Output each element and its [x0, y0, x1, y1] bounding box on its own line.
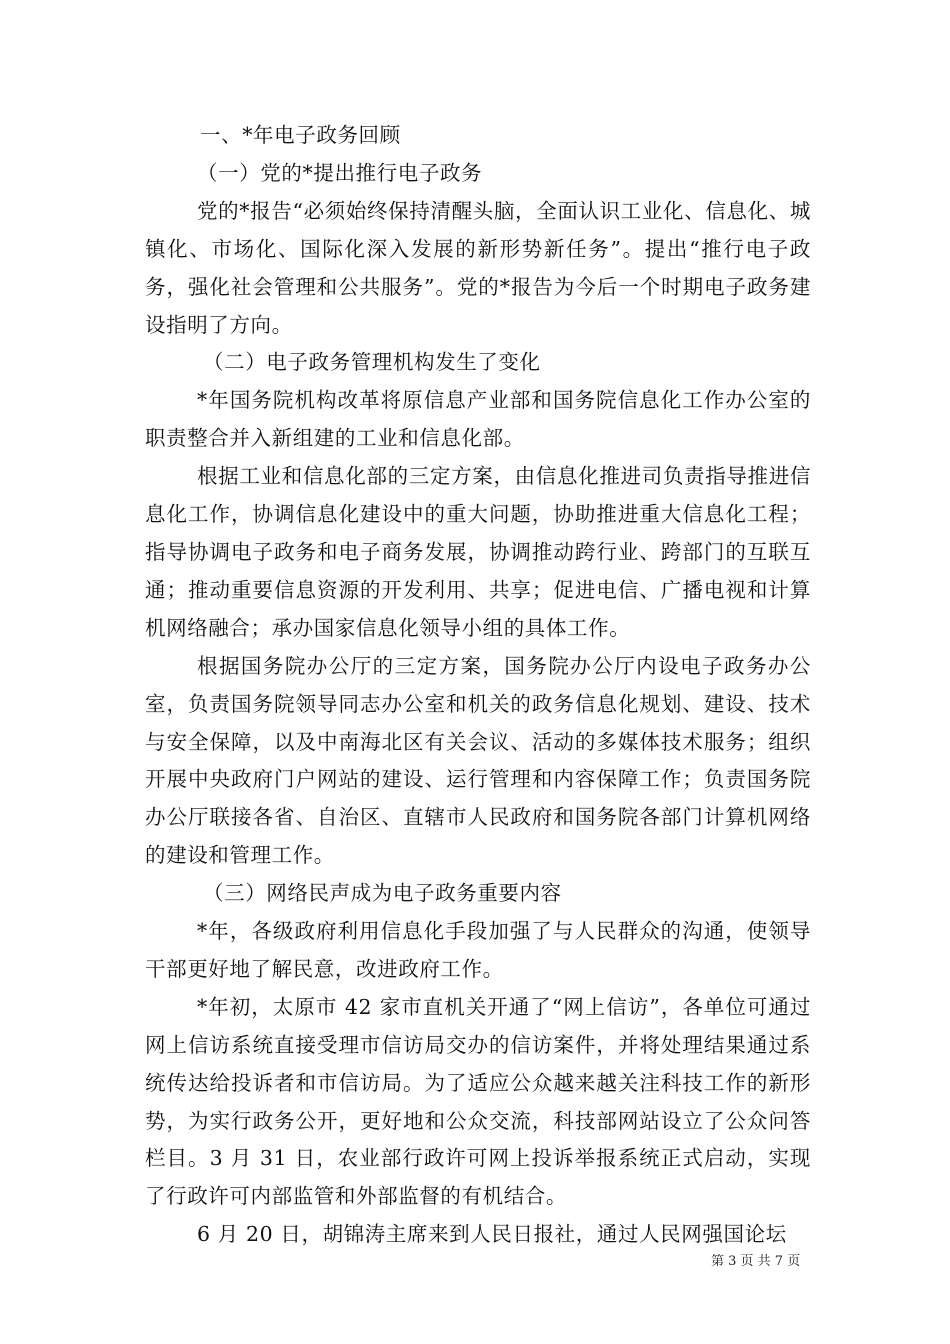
paragraph: *年初，太原市 42 家市直机关开通了“网上信访”，各单位可通过网上信访系统直接受理市信访局交办的信访案件，并将处理结果通过系统传达给投诉者和市信访局。为了适应公众越来越关注科技工作的新形势，为实行政务公开，更好地和公众交流，科技部网站设立了公众问答栏目。3 月 31 日，农业部行政许可网上投诉举报系统正式启动，实现了行政许可内部监管和外部监督的有机结合。	[145, 994, 811, 1209]
section-heading: 一、*年电子政务回顾	[200, 123, 401, 147]
paragraph: 根据国务院办公厅的三定方案，国务院办公厅内设电子政务办公室，负责国务院领导同志办公室和机关的政务信息化规划、建设、技术与安全保障，以及中南海北区有关会议、活动的多媒体技术服务；组织开展中央政府门户网站的建设、运行管理和内容保障工作；负责国务院办公厅联接各省、自治区、直辖市人民政府和国务院各部门计算机网络的建设和管理工作。	[145, 653, 811, 868]
document-body	[145, 117, 811, 1254]
page-number-footer: 第 3 页 共 7 页	[711, 1254, 801, 1269]
subsection-heading: （一）党的*提出推行电子政务	[197, 160, 483, 185]
subsection-heading: （二）电子政务管理机构发生了变化	[203, 350, 541, 375]
paragraph: 6 月 20 日，胡锦涛主席来到人民日报社，通过人民网强国论坛	[197, 1222, 787, 1247]
paragraph: 党的*报告“必须始终保持清醒头脑，全面认识工业化、信息化、城镇化、市场化、国际化深入发展的新形势新任务”。提出“推行电子政务，强化社会管理和公共服务”。党的*报告为今后一个时期电子政务建设指明了方向。	[145, 198, 811, 337]
subsection-heading: （三）网络民声成为电子政务重要内容	[203, 881, 562, 906]
paragraph: 根据工业和信息化部的三定方案，由信息化推进司负责指导推进信息化工作，协调信息化建设中的重大问题，协助推进重大信息化工程；指导协调电子政务和电子商务发展，协调推动跨行业、跨部门的互联互通；推动重要信息资源的开发利用、共享；促进电信、广播电视和计算机网络融合；承办国家信息化领导小组的具体工作。	[145, 464, 811, 640]
paragraph: *年国务院机构改革将原信息产业部和国务院信息化工作办公室的职责整合并入新组建的工业和信息化部。	[145, 388, 811, 451]
paragraph: *年，各级政府利用信息化手段加强了与人民群众的沟通，使领导干部更好地了解民意，改进政府工作。	[145, 919, 811, 981]
